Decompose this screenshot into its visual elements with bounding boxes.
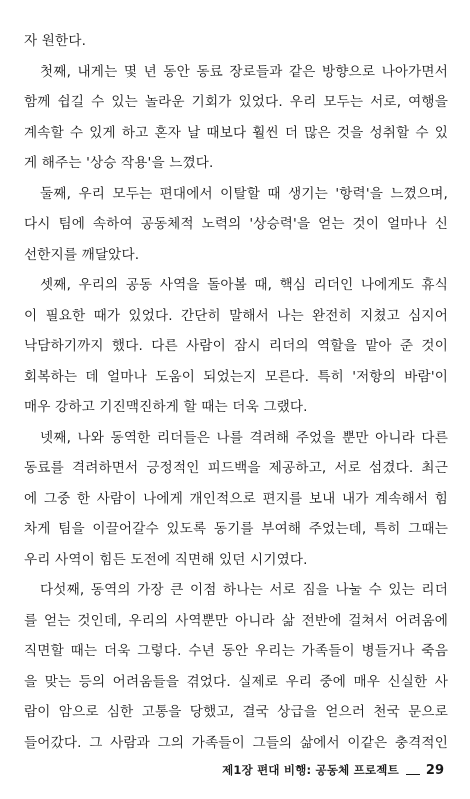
text-line: 에 그중 한 사람이 나에게 개인적으로 편지를 보내 내가 계속해서 힘 [24, 490, 448, 507]
text-line: 동료를 격려하면서 긍정적인 피드백을 제공하고, 서로 섬겼다. 최근 [24, 460, 448, 476]
text-line: 들어갔다. 그 사람과 그의 가족들이 그들의 삶에서 이같은 충격적인 [24, 734, 448, 751]
text-line: 회복하는 데 얼마나 도움이 되었는지 모른다. 특히 '저항의 바람'이 [24, 368, 448, 385]
page-footer [0, 758, 444, 778]
running-footer-chapter: 제1장 편대 비행: 공동체 프로젝트 [222, 763, 399, 777]
text-line: 첫째, 내게는 몇 년 동안 동료 장로들과 같은 방향으로 나아가면서 [40, 63, 448, 80]
text-line: 이 필요한 때가 있었다. 간단히 말해서 나는 완전히 지쳤고 심지어 [24, 307, 448, 324]
text-line: 둘째, 우리 모두는 편대에서 이탈할 때 생기는 '항력'을 느꼈으며, [40, 185, 448, 202]
text-line: 를 얻는 것인데, 우리의 사역뿐만 아니라 삶 전반에 걸쳐서 어려움에 [24, 612, 448, 629]
text-line: 자 원한다. [24, 33, 87, 49]
text-line: 다시 팀에 속하여 공동체적 노력의 '상승력'을 얻는 것이 얼마나 신 [24, 216, 448, 232]
text-line: 차게 팀을 이끌어갈수 있도록 동기를 부여해 주었는데, 특히 그때는 [24, 521, 448, 537]
text-line: 람이 암으로 심한 고통을 당했고, 결국 상급을 얻으러 천국 문으로 [24, 704, 448, 720]
text-line: 직면할 때는 더욱 그렇다. 수년 동안 우리는 가족들이 병들거나 죽음 [24, 643, 448, 659]
text-line: 낙담하기까지 했다. 다른 사람이 잠시 리더의 역할을 맡아 준 것이 [24, 338, 448, 354]
text-line: 게 해주는 '상승 작용'을 느꼈다. [24, 155, 214, 171]
text-line: 함께 쉽길 수 있는 놀라운 기회가 있었다. 우리 모두는 서로, 여행을 [24, 94, 448, 110]
text-line: 매우 강하고 기진맥진하게 할 때는 더욱 그랬다. [24, 399, 308, 415]
text-line: 넷째, 나와 동역한 리더들은 나를 격려해 주었을 뿐만 아니라 다른 [40, 429, 448, 446]
footer-rule [406, 774, 420, 775]
page-body [24, 26, 448, 758]
page-number: 29 [425, 763, 444, 778]
text-line: 다섯째, 동역의 가장 큰 이점 하나는 서로 짐을 나눌 수 있는 리더 [40, 582, 448, 598]
text-line: 을 맞는 등의 어려움들을 겪었다. 실제로 우리 중에 매우 신실한 사 [24, 673, 448, 690]
text-line: 계속할 수 있게 하고 혼자 날 때보다 훨씬 더 많은 것을 성취할 수 있 [24, 124, 448, 141]
text-line: 우리 사역이 힘든 도전에 직면해 있던 시기였다. [24, 551, 308, 568]
text-line: 셋째, 우리의 공동 사역을 돌아볼 때, 핵심 리더인 나에게도 휴식 [40, 277, 448, 293]
text-line: 선한지를 깨달았다. [24, 246, 140, 263]
